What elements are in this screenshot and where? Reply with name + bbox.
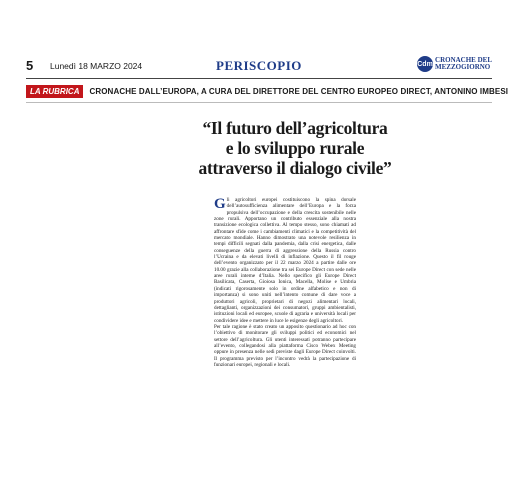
logo-mark-icon: Cdm	[417, 56, 433, 72]
header-divider	[26, 78, 492, 79]
page-number: 5	[26, 58, 34, 73]
page-header	[26, 55, 492, 76]
headline-line-2: e lo sviluppo rurale	[225, 138, 365, 158]
rubrica-divider	[26, 102, 492, 103]
logo-wordmark	[435, 57, 492, 72]
headline-line-3: attraverso il dialogo civile”	[198, 158, 392, 178]
rubrica-title: CRONACHE DALL’EUROPA, A CURA DEL DIRETTORE DEL CENTRO EUROPEO DIRECT, ANTONINO IMBESI	[89, 86, 509, 96]
paragraph-1-text: li agricoltori europei costituiscono la spina dorsale dell’autosufficienza alimentare dell’Europa e la forza propulsiva dell’occupazione e della crescita sostenibile nelle zone rurali. Apportano un contributo essenziale alla nostra transizione ecologica collettiva. Al tempo stesso, sono chiamati ad affrontare sfide come i cambiamenti climatici e la competitività del mercato mondiale. Hanno dimostrato una notevole resilienza in tempi difficili segnati dalla pandemia, dalla crisi energetica, dalle conseguenze della guerra di aggressione della Russia contro l’Ucraina e da elevati livelli di inflazione. Questo il fil rouge dell’evento organizzato per il 22 marzo 2024 a partire dalle ore 10.00 grazie alla collaborazione tra sei Europe Direct con sede nelle aree rurali interne d’Italia. Nello specifico gli Europe Direct Basilicata, Caserta, Gioiosa Ionica, Macella, Molise e Umbria (indicati rigorosamente solo in ordine alfabetico e non di importanza) si sono uniti nell’intento comune di dare voce a produttori agricoli, proprietari di negozi alimentari locali, dettaglianti, organizzazioni dei consumatori, gruppi ambientalisti, istituzioni locali ed europee, scuole di agraria e università locali per condividere idee e mettere in luce le esigenze degli agricoltori.	[214, 197, 356, 324]
logo-line-2: MEZZOGIORNO	[435, 63, 491, 71]
issue-date: Lunedì 18 MARZO 2024	[50, 61, 143, 71]
article-headline	[180, 118, 410, 178]
rubrica-badge: LA RUBRICA	[26, 85, 83, 98]
article-body	[214, 197, 356, 368]
article-paragraph-1	[214, 197, 356, 324]
section-title: PERISCOPIO	[216, 58, 302, 73]
article-paragraph-2: Per tale ragione è stato creato un apposito questionario ad hoc con l’obiettivo di monitorare gli sviluppi politici ed economici nel settore dell’agricoltura. Gli utenti interessati potranno partecipare all’evento, collegandosi alla piattaforma Cisco Webex Meeting oppure in presenza nelle sedi previste dagli Europe Direct coinvolti. Il programma previsto per l’incontro vedrà la partecipazione di funzionari europei, regionali e locali.	[214, 323, 356, 368]
logo-line-1: CRONACHE DEL	[435, 55, 492, 64]
drop-cap: G	[214, 196, 226, 212]
newspaper-logo	[417, 56, 492, 72]
headline-line-1: “Il futuro dell’agricoltura	[202, 118, 388, 138]
rubrica-bar	[26, 84, 509, 98]
